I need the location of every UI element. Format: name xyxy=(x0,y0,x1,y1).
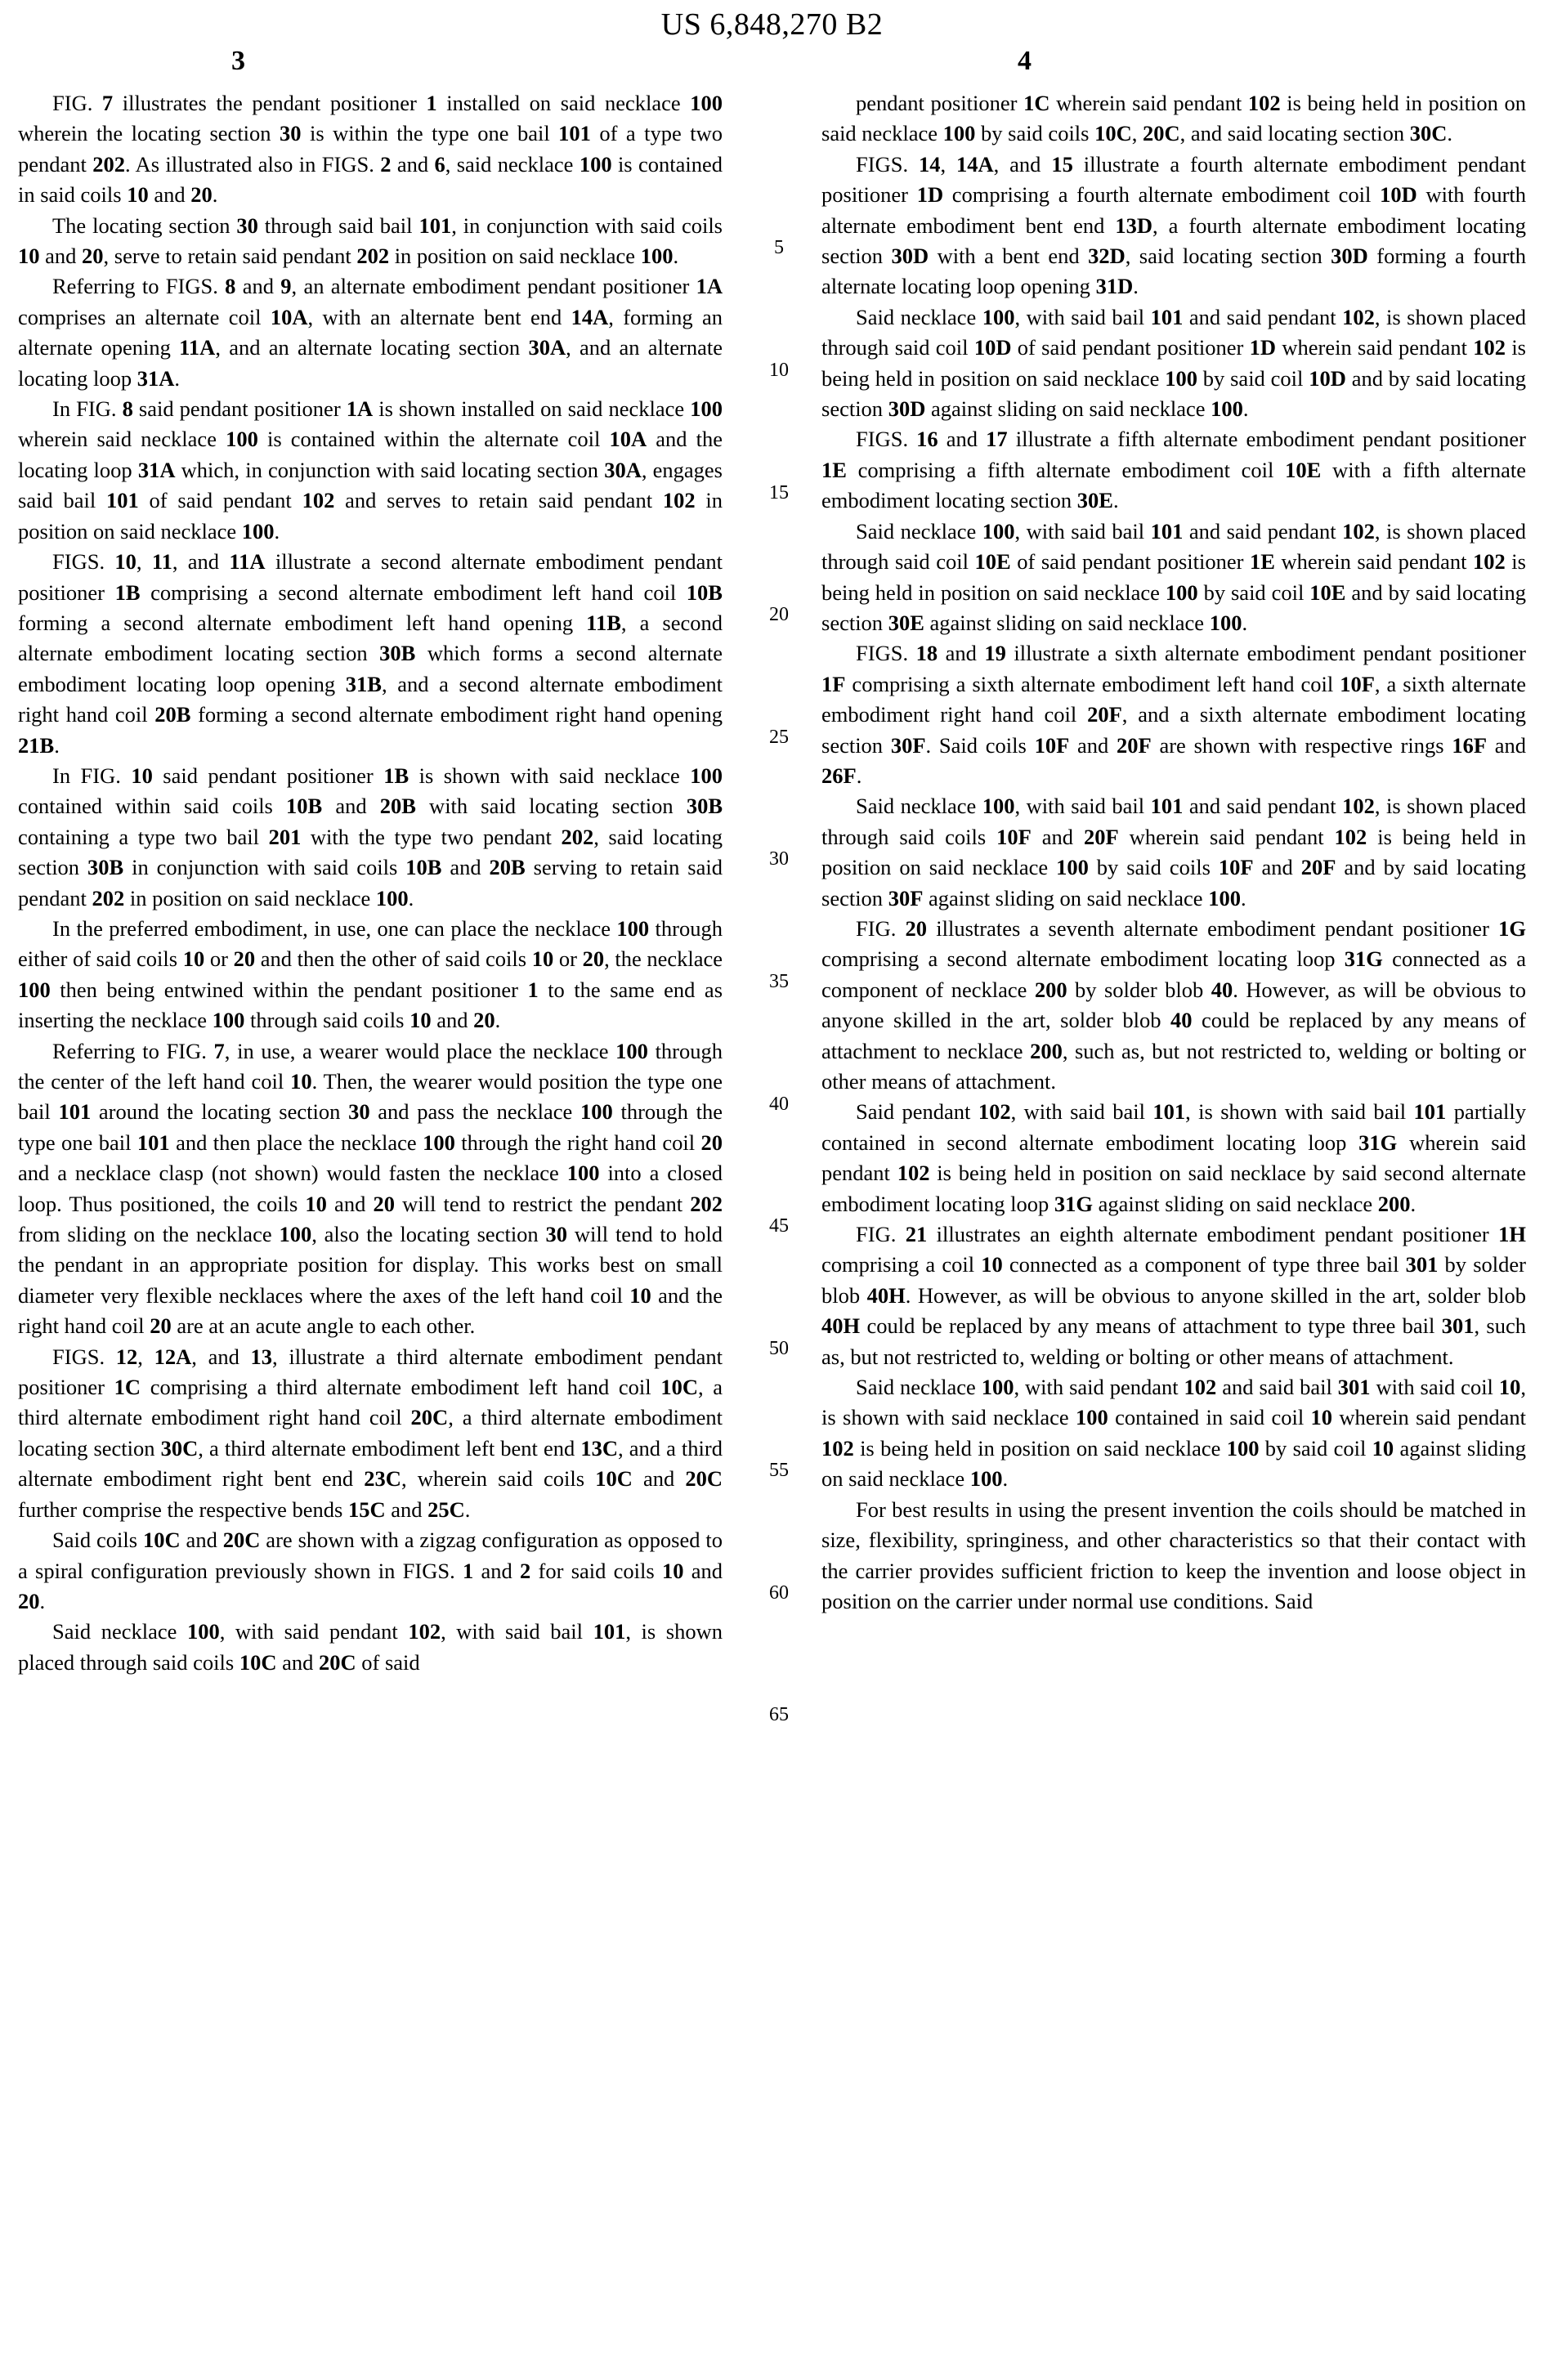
paragraph: The locating section 30 through said bail 101, in conjunction with said coils 10 and 20, serve to retain said pendant 202 in position on said necklace 100. xyxy=(18,212,723,269)
paragraph: Said necklace 100, with said pendant 102, with said bail 101, is shown placed through said coils 10C and 20C of said xyxy=(18,1619,723,1675)
line-number: 50 xyxy=(769,1338,789,1359)
paragraph: In FIG. 10 said pendant positioner 1B is shown with said necklace 100 contained within said coils 10B and 20B with said locating section 30B containing a type two bail 201 with the type two pendant 202, said locating section 30B in conjunction with said coils 10B and 20B serving to retain said pendant 202 in position on said necklace 100. xyxy=(18,763,723,910)
patent-number-header: US 6,848,270 B2 xyxy=(660,7,884,42)
paragraph: pendant positioner 1C wherein said pendant 102 is being held in position on said necklace 100 by said coils 10C, 20C, and said locating section 30C. xyxy=(821,91,1527,146)
paragraph: Said coils 10C and 20C are shown with a zigzag configuration as opposed to a spiral configuration previously shown in FIGS. 1 and 2 for said coils 10 and 20. xyxy=(18,1528,723,1613)
line-number: 15 xyxy=(769,482,789,503)
paragraph: FIGS. 14, 14A, and 15 illustrate a fourth alternate embodiment pendant positioner 1D comprising a fourth alternate embodiment coil 10D with fourth alternate embodiment bent end 13D, a fourth alternate embodiment locating section 30D with a bent end 32D, said locating section 30D forming a fourth alternate locating loop opening 31D. xyxy=(821,151,1527,299)
paragraph: FIGS. 16 and 17 illustrate a fifth alternate embodiment pendant positioner 1E comprising a fifth alternate embodiment coil 10E with a fifth alternate embodiment locating section 30E. xyxy=(821,427,1527,513)
paragraph: Referring to FIGS. 8 and 9, an alternate embodiment pendant positioner 1A comprises an alternate coil 10A, with an alternate bent end 14A, forming an alternate opening 11A, and an alternate locating section 30A, and an alternate locating loop 31A. xyxy=(18,274,723,391)
line-number: 35 xyxy=(769,971,789,992)
column-number-row xyxy=(0,46,1544,83)
paragraph: Said necklace 100, with said bail 101 and said pendant 102, is shown placed through said coil 10D of said pendant positioner 1D wherein said pendant 102 is being held in position on said necklace 100 by said coil 10D and by said locating section 30D against sliding on said necklace 100. xyxy=(821,304,1527,422)
line-number: 65 xyxy=(769,1704,789,1725)
paragraph: Said necklace 100, with said bail 101 and said pendant 102, is shown placed through said coils 10F and 20F wherein said pendant 102 is being held in position on said necklace 100 by said coils 10F and 20F and by said locating section 30F against sliding on said necklace 100. xyxy=(821,794,1527,910)
line-number: 60 xyxy=(769,1582,789,1604)
paragraph: For best results in using the present invention the coils should be matched in size, flexibility, springiness, and other characteristics so that their contact with the carrier provides sufficient friction to keep the invention and loose object in position on the carrier under normal use conditions. Said xyxy=(821,1496,1526,1613)
line-number: 45 xyxy=(769,1215,789,1237)
line-number: 20 xyxy=(769,604,789,625)
right-column-number: 4 xyxy=(1018,46,1032,76)
paragraph: FIG. 21 illustrates an eighth alternate embodiment pendant positioner 1H comprising a coil 10 connected as a component of type three bail 301 by solder blob 40H. However, as will be obvious to anyone skilled in the art, solder blob 40H could be replaced by any means of attachment to type three bail 301, such as, but not restricted to, welding or bolting or other means of attachment. xyxy=(821,1222,1527,1369)
line-number: 10 xyxy=(769,360,789,381)
line-number: 40 xyxy=(769,1094,789,1115)
paragraph: FIG. 20 illustrates a seventh alternate embodiment pendant positioner 1G comprising a second alternate embodiment locating loop 31G connected as a component of necklace 200 by solder blob 40. However, as will be obvious to anyone skilled in the art, solder blob 40 could be replaced by any means of attachment to necklace 200, such as, but not restricted to, welding or bolting or other means of attachment. xyxy=(821,915,1527,1094)
line-number: 5 xyxy=(774,237,784,258)
left-column-number: 3 xyxy=(231,46,245,76)
paragraph: FIGS. 12, 12A, and 13, illustrate a third alternate embodiment pendant positioner 1C comprising a third alternate embodiment left hand coil 10C, a third alternate embodiment right hand coil 20C, a third alternate embodiment locating section 30C, a third alternate embodiment left bent end 13C, and a third alternate embodiment right bent end 23C, wherein said coils 10C and 20C further comprise the respective bends 15C and 25C. xyxy=(18,1344,723,1522)
line-number: 55 xyxy=(769,1460,789,1481)
line-number: 25 xyxy=(769,727,789,748)
paragraph: Said necklace 100, with said pendant 102 and said bail 301 with said coil 10, is shown with said necklace 100 contained in said coil 10 wherein said pendant 102 is being held in position on said necklace 100 by said coil 10 against sliding on said necklace 100. xyxy=(821,1375,1527,1492)
right-text-column xyxy=(821,88,1526,1617)
paragraph: Said pendant 102, with said bail 101, is shown with said bail 101 partially contained in second alternate embodiment locating loop 31G wherein said pendant 102 is being held in position on said necklace by said second alternate embodiment locating loop 31G against sliding on said necklace 200. xyxy=(821,1099,1527,1216)
paragraph: In the preferred embodiment, in use, one can place the necklace 100 through either of said coils 10 or 20 and then the other of said coils 10 or 20, the necklace 100 then being entwined within the pendant positioner 1 to the same end as inserting the necklace 100 through said coils 10 and 20. xyxy=(18,915,723,1033)
two-column-body xyxy=(0,88,1544,1725)
paragraph: Referring to FIG. 7, in use, a wearer would place the necklace 100 through the center of the left hand coil 10. Then, the wearer would position the type one bail 101 around the locating section 30 and pass the necklace 100 through the type one bail 101 and then place the necklace 100 through the right hand coil 20 and a necklace clasp (not shown) would fasten the necklace 100 into a closed loop. Thus positioned, the coils 10 and 20 will tend to restrict the pendant 202 from sliding on the necklace 100, also the locating section 30 will tend to hold the pendant in an appropriate position for display. This works best on small diameter very flexible necklaces where the axes of the left hand coil 10 and the right hand coil 20 are at an acute angle to each other. xyxy=(18,1038,723,1339)
line-number-gutter xyxy=(754,88,804,2344)
line-number: 30 xyxy=(769,848,789,870)
paragraph: FIGS. 10, 11, and 11A illustrate a second alternate embodiment pendant positioner 1B comprising a second alternate embodiment left hand coil 10B forming a second alternate embodiment left hand opening 11B, a second alternate embodiment locating section 30B which forms a second alternate embodiment locating loop opening 31B, and a second alternate embodiment right hand coil 20B forming a second alternate embodiment right hand opening 21B. xyxy=(18,549,723,758)
left-text-column xyxy=(18,88,723,1678)
paragraph: FIG. 7 illustrates the pendant positioner 1 installed on said necklace 100 wherein the locating section 30 is within the type one bail 101 of a type two pendant 202. As illustrated also in FIGS. 2 and 6, said necklace 100 is contained in said coils 10 and 20. xyxy=(18,91,723,208)
paragraph: FIGS. 18 and 19 illustrate a sixth alternate embodiment pendant positioner 1F comprising a sixth alternate embodiment left hand coil 10F, a sixth alternate embodiment right hand coil 20F, and a sixth alternate embodiment locating section 30F. Said coils 10F and 20F are shown with respective rings 16F and 26F. xyxy=(821,641,1527,788)
paragraph: In FIG. 8 said pendant positioner 1A is shown installed on said necklace 100 wherein said necklace 100 is contained within the alternate coil 10A and the locating loop 31A which, in conjunction with said locating section 30A, engages said bail 101 of said pendant 102 and serves to retain said pendant 102 in position on said necklace 100. xyxy=(18,396,723,544)
paragraph: Said necklace 100, with said bail 101 and said pendant 102, is shown placed through said coil 10E of said pendant positioner 1E wherein said pendant 102 is being held in position on said necklace 100 by said coil 10E and by said locating section 30E against sliding on said necklace 100. xyxy=(821,518,1527,635)
